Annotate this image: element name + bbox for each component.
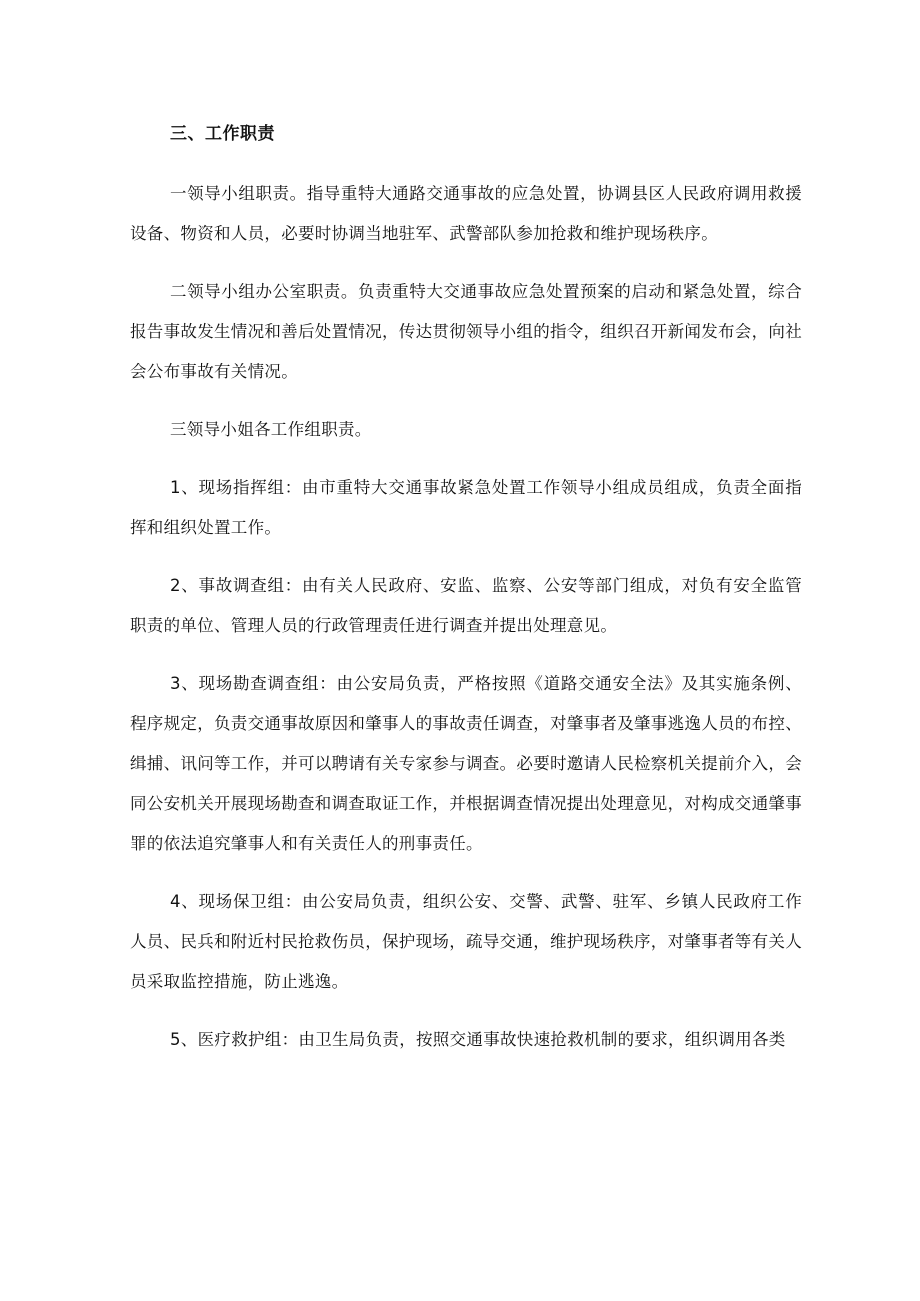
paragraph-scene-survey-group: 3、现场勘查调查组：由公安局负责，严格按照《道路交通安全法》及其实施条例、程序规定，负责交通事故原因和肇事人的事故责任调查，对肇事者及肇事逃逸人员的布控、缉捕、讯问等工作，并可以聘请有关专家参与调查。必要时邀请人民检察机关提前介入，会同公安机关开展现场勘查和调查取证工作，并根据调查情况提出处理意见，对构成交通肇事罪的依法追究肇事人和有关责任人的刑事责任。 — [130, 674, 802, 853]
document-body — [130, 118, 802, 1078]
paragraph-working-groups-intro: 三领导小姐各工作组职责。 — [170, 420, 372, 439]
section-heading: 三、工作职责 — [170, 124, 275, 144]
paragraph-leading-group-duties: 一领导小组职责。指导重特大通路交通事故的应急处置，协调县区人民政府调用救援设备、物资和人员，必要时协调当地驻军、武警部队参加抢救和维护现场秩序。 — [130, 184, 802, 243]
paragraph-investigation-group: 2、事故调查组：由有关人民政府、安监、监察、公安等部门组成，对负有安全监管职责的单位、管理人员的行政管理责任进行调查并提出处理意见。 — [130, 576, 802, 635]
paragraph-medical-group: 5、医疗救护组：由卫生局负责，按照交通事故快速抢救机制的要求，组织调用各类 — [170, 1030, 786, 1049]
paragraph-command-group: 1、现场指挥组：由市重特大交通事故紧急处置工作领导小组成员组成，负责全面指挥和组织处置工作。 — [130, 478, 802, 537]
paragraph-security-group: 4、现场保卫组：由公安局负责，组织公安、交警、武警、驻军、乡镇人民政府工作人员、民兵和附近村民抢救伤员，保护现场，疏导交通，维护现场秩序，对肇事者等有关人员采取监控措施，防止逃逸。 — [130, 892, 802, 991]
paragraph-office-duties: 二领导小组办公室职责。负责重特大交通事故应急处置预案的启动和紧急处置，综合报告事故发生情况和善后处置情况，传达贯彻领导小组的指令，组织召开新闻发布会，向社会公布事故有关情况。 — [130, 282, 802, 381]
